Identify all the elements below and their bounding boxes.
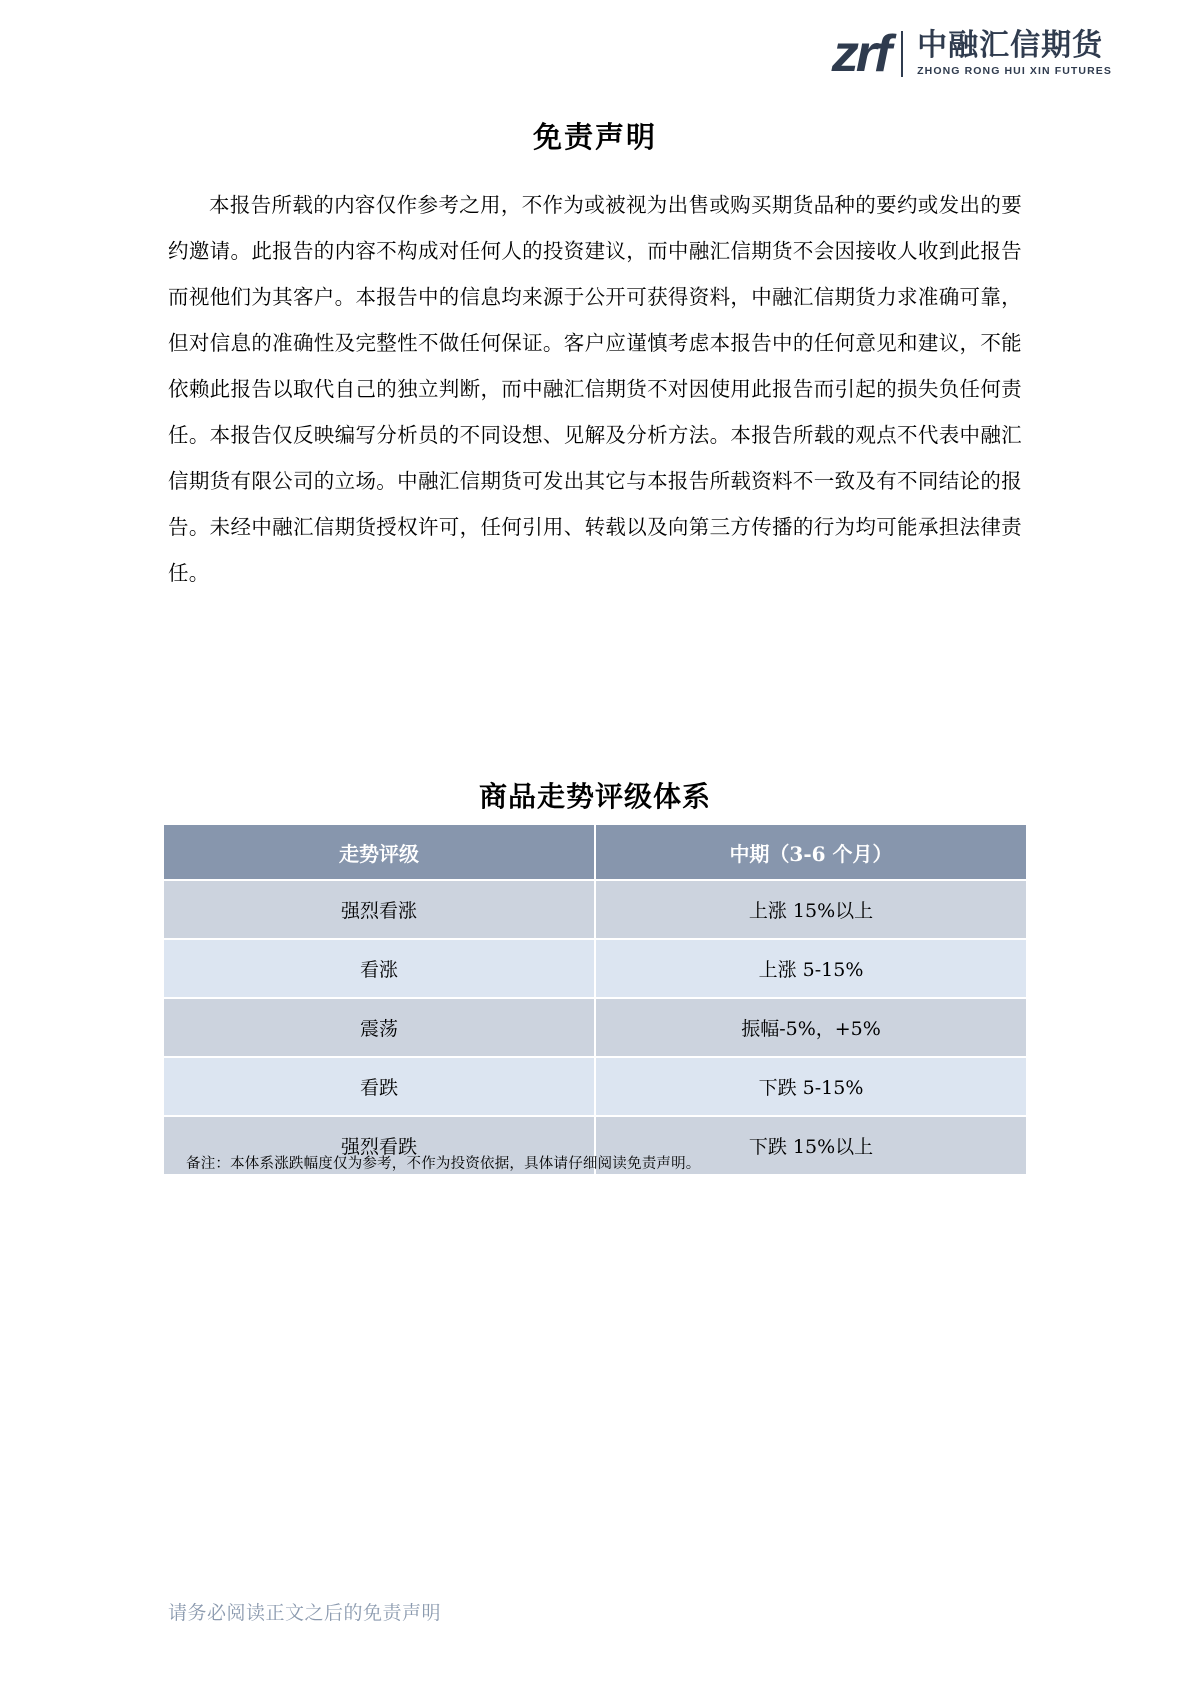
logo-company-name-cn: 中融汇信期货 — [917, 29, 1104, 63]
cell-range: 下跌 15%以上 — [595, 1116, 1027, 1175]
logo-mark-icon: zrf — [831, 25, 889, 83]
brand-logo — [831, 25, 1112, 83]
table-row — [163, 998, 1027, 1057]
rating-section-title: 商品走势评级体系 — [478, 780, 711, 814]
logo-divider — [901, 31, 903, 77]
cell-rating: 强烈看跌 — [163, 1116, 595, 1175]
cell-rating: 震荡 — [163, 998, 595, 1057]
disclaimer-title: 免责声明 — [532, 120, 657, 155]
logo-text-block — [917, 31, 1112, 77]
column-header-rating: 走势评级 — [163, 824, 595, 880]
table-row — [163, 1057, 1027, 1116]
table-row — [163, 939, 1027, 998]
table-row — [163, 880, 1027, 939]
cell-rating: 看跌 — [163, 1057, 595, 1116]
cell-range: 下跌 5-15% — [595, 1057, 1027, 1116]
cell-range: 振幅-5%，+5% — [595, 998, 1027, 1057]
rating-table-body — [163, 880, 1027, 1175]
page-footer-note: 请务必阅读正文之后的免责声明 — [168, 1602, 442, 1624]
rating-table-note: 备注：本体系涨跌幅度仅为参考，不作为投资依据，具体请仔细阅读免责声明。 — [186, 1156, 701, 1172]
cell-range: 上涨 5-15% — [595, 939, 1027, 998]
column-header-midterm: 中期（3-6 个月） — [595, 824, 1027, 880]
rating-table-head — [163, 824, 1027, 880]
logo-company-name-en: ZHONG RONG HUI XIN FUTURES — [917, 65, 1112, 78]
rating-table — [162, 823, 1028, 1176]
table-header-row — [163, 824, 1027, 880]
cell-rating: 看涨 — [163, 939, 595, 998]
cell-rating: 强烈看涨 — [163, 880, 595, 939]
cell-range: 上涨 15%以上 — [595, 880, 1027, 939]
disclaimer-body: 本报告所载的内容仅作参考之用，不作为或被视为出售或购买期货品种的要约或发出的要约邀请。此报告的内容不构成对任何人的投资建议，而中融汇信期货不会因接收人收到此报告而视他们为其客户。本报告中的信息均来源于公开可获得资料，中融汇信期货力求准确可靠，但对信息的准确性及完整性不做任何保证。客户应谨慎考虑本报告中的任何意见和建议，不能依赖此报告以取代自己的独立判断，而中融汇信期货不对因使用此报告而引起的损失负任何责任。本报告仅反映编写分析员的不同设想、见解及分析方法。本报告所载的观点不代表中融汇信期货有限公司的立场。中融汇信期货可发出其它与本报告所载资料不一致及有不同结论的报告。未经中融汇信期货授权许可，任何引用、转载以及向第三方传播的行为均可能承担法律责任。 — [168, 194, 1022, 585]
